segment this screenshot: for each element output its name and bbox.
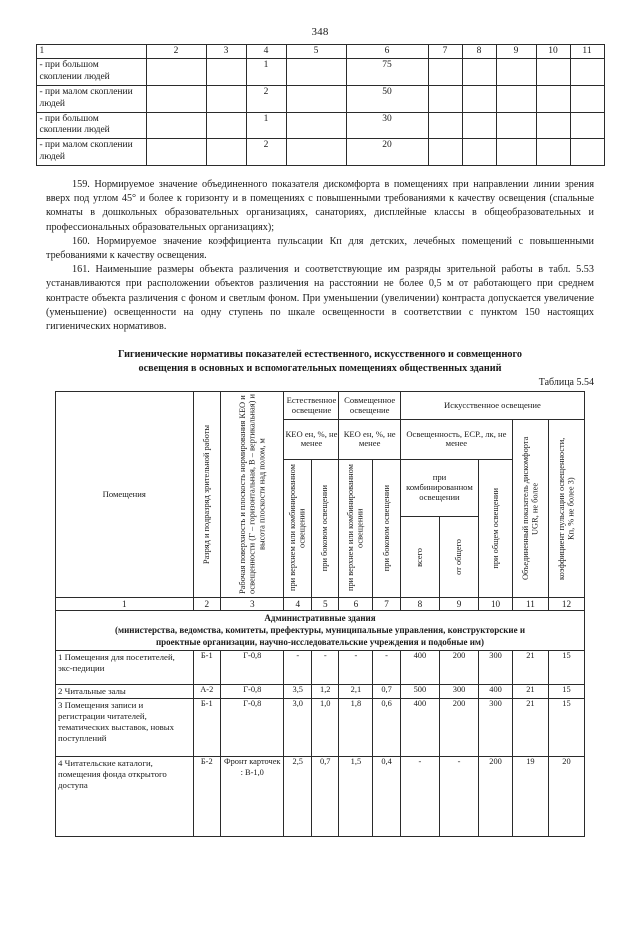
col-num-6: 6 bbox=[339, 598, 373, 611]
cell-c2 bbox=[146, 139, 206, 166]
cell-c6: 2,1 bbox=[339, 685, 373, 699]
cell-c6: 20 bbox=[346, 139, 428, 166]
header-side-2: при боковом освещении bbox=[373, 459, 401, 598]
col-num-5: 5 bbox=[311, 598, 339, 611]
cell-c9: 300 bbox=[439, 685, 478, 699]
cell-c8: 400 bbox=[400, 651, 439, 685]
cell-surface: Г-0,8 bbox=[221, 685, 284, 699]
body-text-block bbox=[46, 178, 594, 334]
cell-c6: 75 bbox=[346, 59, 428, 86]
table-row bbox=[56, 757, 585, 837]
table-title-line1: Гигиенические нормативы показателей естественного, искусственного и совмещенного bbox=[118, 349, 522, 361]
cell-c4: 2,5 bbox=[284, 757, 312, 837]
cell-c8: - bbox=[400, 757, 439, 837]
col-num-2: 2 bbox=[193, 598, 221, 611]
table-row bbox=[36, 59, 604, 86]
cell-rank: Б-2 bbox=[193, 757, 221, 837]
header-rooms: Помещения bbox=[56, 392, 194, 598]
col-num-8: 8 bbox=[400, 598, 439, 611]
cell-rank: А-2 bbox=[193, 685, 221, 699]
cell-surface: Г-0,8 bbox=[221, 699, 284, 757]
document-page bbox=[0, 26, 640, 931]
col-num-9: 9 bbox=[439, 598, 478, 611]
cell-c6: - bbox=[339, 651, 373, 685]
cell-c7 bbox=[428, 85, 462, 112]
col-num-3: 3 bbox=[221, 598, 284, 611]
section-title bbox=[56, 611, 585, 651]
col-num-4: 4 bbox=[284, 598, 312, 611]
cell-c5: 0,7 bbox=[311, 757, 339, 837]
cell-c8: 500 bbox=[400, 685, 439, 699]
cell-c5 bbox=[286, 59, 346, 86]
cell-c12: 15 bbox=[548, 651, 584, 685]
table-title bbox=[60, 348, 580, 376]
header-total: всего bbox=[400, 516, 439, 597]
cell-c4: 3,5 bbox=[284, 685, 312, 699]
header-keo-natural: КЕО ен, %, не менее bbox=[284, 420, 339, 460]
col-num-7: 7 bbox=[373, 598, 401, 611]
cell-c4: 3,0 bbox=[284, 699, 312, 757]
header-side-1: при боковом освещении bbox=[311, 459, 339, 598]
cell-c4: 2 bbox=[246, 85, 286, 112]
cell-c4: 2 bbox=[246, 139, 286, 166]
header-combined-light: Совмещенное освещение bbox=[339, 392, 400, 420]
cell-c10 bbox=[536, 59, 570, 86]
cell-surface: Г-0,8 bbox=[221, 651, 284, 685]
table-row bbox=[36, 139, 604, 166]
cell-c6: 1,8 bbox=[339, 699, 373, 757]
cell-c6: 30 bbox=[346, 112, 428, 139]
col-num-10: 10 bbox=[479, 598, 513, 611]
col-num-8: 8 bbox=[462, 45, 496, 59]
cell-c12: 20 bbox=[548, 757, 584, 837]
header-general-illumination: при общем освещении bbox=[479, 459, 513, 598]
cell-c11 bbox=[570, 85, 604, 112]
cell-c10 bbox=[536, 139, 570, 166]
col-num-11: 11 bbox=[570, 45, 604, 59]
row-label: - при большом скоплении людей bbox=[36, 59, 146, 86]
cell-c9: 200 bbox=[439, 699, 478, 757]
header-top-or-combined-1: при верхнем или комбинированном освещении bbox=[284, 459, 312, 598]
cell-c11: 19 bbox=[512, 757, 548, 837]
section-header-row bbox=[56, 611, 585, 651]
col-num-3: 3 bbox=[206, 45, 246, 59]
cell-c7 bbox=[428, 59, 462, 86]
cell-c10 bbox=[536, 112, 570, 139]
table-title-line2: освещения в основных и вспомогательных помещениях общественных зданий bbox=[138, 363, 502, 375]
col-num-10: 10 bbox=[536, 45, 570, 59]
col-num-9: 9 bbox=[496, 45, 536, 59]
header-natural-light: Естественное освещение bbox=[284, 392, 339, 420]
cell-c10: 400 bbox=[479, 685, 513, 699]
cell-c7: 0,7 bbox=[373, 685, 401, 699]
cell-c12: 15 bbox=[548, 699, 584, 757]
col-num-7: 7 bbox=[428, 45, 462, 59]
table-row bbox=[56, 699, 585, 757]
page-number: 348 bbox=[311, 26, 329, 38]
cell-c11 bbox=[570, 59, 604, 86]
cell-c10 bbox=[536, 85, 570, 112]
cell-c11 bbox=[570, 139, 604, 166]
cell-c5: 1,0 bbox=[311, 699, 339, 757]
cell-c9 bbox=[496, 85, 536, 112]
cell-c10: 300 bbox=[479, 699, 513, 757]
cell-c8 bbox=[462, 112, 496, 139]
cell-rank: Б-1 bbox=[193, 699, 221, 757]
room-name: 3 Помещения записи и регистрации читателей, тематических выставок, новых поступлений bbox=[56, 699, 194, 757]
col-num-11: 11 bbox=[512, 598, 548, 611]
cell-c6: 1,5 bbox=[339, 757, 373, 837]
cell-c8: 400 bbox=[400, 699, 439, 757]
header-ugr: Объединенный показатель дискомфорта UGR, не более bbox=[512, 420, 548, 598]
cell-c5: - bbox=[311, 651, 339, 685]
header-from-general: от общего bbox=[439, 516, 478, 597]
continuation-table bbox=[36, 44, 605, 166]
col-num-12: 12 bbox=[548, 598, 584, 611]
cell-c7: 0,6 bbox=[373, 699, 401, 757]
header-top-or-combined-2: при верхнем или комбинированном освещении bbox=[339, 459, 373, 598]
cell-c4: 1 bbox=[246, 59, 286, 86]
header-keo-combined: КЕО ен, %, не менее bbox=[339, 420, 400, 460]
cell-c4: 1 bbox=[246, 112, 286, 139]
cell-c7: - bbox=[373, 651, 401, 685]
cell-c11: 21 bbox=[512, 699, 548, 757]
cell-c6: 50 bbox=[346, 85, 428, 112]
cell-c11 bbox=[570, 112, 604, 139]
section-title-line2: (министерства, ведомства, комитеты, префектуры, муниципальные управления, конструкторские и bbox=[114, 624, 526, 635]
cell-c2 bbox=[146, 112, 206, 139]
row-label: - при малом скоплении людей bbox=[36, 139, 146, 166]
cell-c9: - bbox=[439, 757, 478, 837]
header-artificial-light: Искусственное освещение bbox=[400, 392, 584, 420]
table-header-row bbox=[36, 45, 604, 59]
table-row bbox=[56, 685, 585, 699]
cell-c5 bbox=[286, 112, 346, 139]
cell-c12: 15 bbox=[548, 685, 584, 699]
cell-c11: 21 bbox=[512, 651, 548, 685]
cell-c8 bbox=[462, 139, 496, 166]
header-rank: Разряд и подразряд зрительной работы bbox=[193, 392, 221, 598]
cell-surface: Фронт карточек : В-1,0 bbox=[221, 757, 284, 837]
cell-c7 bbox=[428, 139, 462, 166]
col-num-6: 6 bbox=[346, 45, 428, 59]
cell-c8 bbox=[462, 85, 496, 112]
cell-c3 bbox=[206, 112, 246, 139]
col-num-1: 1 bbox=[56, 598, 194, 611]
column-numbers-row bbox=[56, 598, 585, 611]
cell-c9: 200 bbox=[439, 651, 478, 685]
paragraph-160: 160. Нормируемое значение коэффициента пульсации Кп для детских, лечебных помещений с повышенными требованиями к качеству освещения. bbox=[46, 235, 594, 262]
col-num-2: 2 bbox=[146, 45, 206, 59]
cell-c5 bbox=[286, 85, 346, 112]
row-label: - при большом скоплении людей bbox=[36, 112, 146, 139]
cell-c4: - bbox=[284, 651, 312, 685]
room-name: 2 Читальные залы bbox=[56, 685, 194, 699]
cell-c2 bbox=[146, 59, 206, 86]
cell-c9 bbox=[496, 112, 536, 139]
col-num-1: 1 bbox=[36, 45, 146, 59]
cell-c3 bbox=[206, 85, 246, 112]
cell-c8 bbox=[462, 59, 496, 86]
cell-c5: 1,2 bbox=[311, 685, 339, 699]
cell-c3 bbox=[206, 59, 246, 86]
room-name: 1 Помещения для посетителей, экс-педиции bbox=[56, 651, 194, 685]
header-work-surface: Рабочая поверхность и плоскость нормирования КЕО и освещенности (Г – горизонтальная, В – вертикальная) и высота плоскости над полом, м bbox=[221, 392, 284, 598]
cell-c2 bbox=[146, 85, 206, 112]
section-title-line3: проектные организации, научно-исследовательские учреждения и подобные им) bbox=[155, 636, 485, 647]
section-title-line1: Административные здания bbox=[264, 613, 376, 624]
cell-rank: Б-1 bbox=[193, 651, 221, 685]
cell-c10: 200 bbox=[479, 757, 513, 837]
col-num-4: 4 bbox=[246, 45, 286, 59]
room-name: 4 Читательские каталоги, помещения фонда открытого доступа bbox=[56, 757, 194, 837]
cell-c7: 0,4 bbox=[373, 757, 401, 837]
header-illuminance: Освещенность, ЕСР., лк, не менее bbox=[400, 420, 512, 460]
norms-table bbox=[55, 391, 585, 837]
paragraph-161: 161. Наименьшие размеры объекта различения и соответствующие им разряды зрительной работы в табл. 5.53 устанавливаются при расположении объектов различения на расстоянии не более 0,5 м от работающего при среднем контрасте объекта различения с фоном и светлым фоном. При уменьшении (увеличении) контраста допускается увеличение (уменьшение) освещенности на одну ступень по шкале освещенности в соответствии с пунктом 150 настоящих гигиенических нормативов. bbox=[46, 264, 594, 333]
cell-c5 bbox=[286, 139, 346, 166]
header-pulsation-coefficient: коэффициент пульсации освещенности, Кп, % не более 3) bbox=[548, 420, 584, 598]
cell-c9 bbox=[496, 139, 536, 166]
header-combined-illumination: при комбинированном освещении bbox=[400, 459, 478, 516]
cell-c11: 21 bbox=[512, 685, 548, 699]
row-label: - при малом скоплении людей bbox=[36, 85, 146, 112]
cell-c10: 300 bbox=[479, 651, 513, 685]
cell-c9 bbox=[496, 59, 536, 86]
table-row bbox=[56, 651, 585, 685]
table-row bbox=[36, 85, 604, 112]
table-header-band-1 bbox=[56, 392, 585, 420]
cell-c7 bbox=[428, 112, 462, 139]
col-num-5: 5 bbox=[286, 45, 346, 59]
table-row bbox=[36, 112, 604, 139]
cell-c3 bbox=[206, 139, 246, 166]
table-caption: Таблица 5.54 bbox=[538, 377, 594, 389]
paragraph-159: 159. Нормируемое значение объединенного показателя дискомфорта в помещениях при направлении линии зрения вверх под углом 45° и более к горизонту и в помещениях с повышенными требованиями к качеству освещения (спальные комнаты в дошкольных образовательных организациях, санаториях, дисплейные классы в общеобразовательных и профессиональных образовательных организациях); bbox=[46, 179, 594, 233]
